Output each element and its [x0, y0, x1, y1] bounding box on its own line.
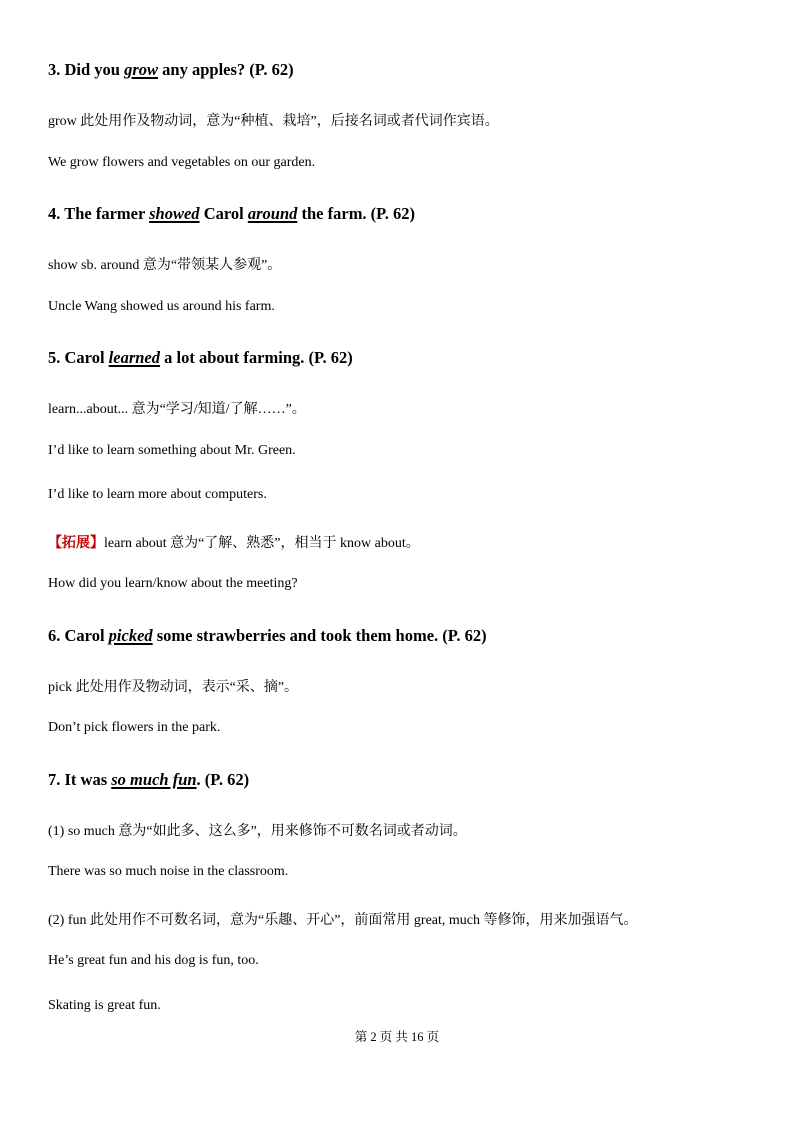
extension-tag: 【拓展】 [48, 536, 104, 551]
example-sentence: I’d like to learn something about Mr. Green. [48, 443, 296, 458]
heading-text: a lot about farming. (P. 62) [160, 348, 353, 367]
section-heading-6 [48, 626, 487, 646]
section-heading-3 [48, 60, 294, 80]
body-line: pick 此处用作及物动词，表示“采、摘”。 [48, 680, 299, 695]
highlight-word: so much fun [111, 770, 197, 789]
highlight-word: showed [149, 204, 200, 223]
page-footer: 第 2 页 共 16 页 [354, 1030, 440, 1044]
body-line: show sb. around 意为“带领某人参观”。 [48, 258, 282, 273]
section-heading-4 [48, 204, 415, 224]
body-line: learn...about... 意为“学习/知道/了解……”。 [48, 402, 306, 417]
section-heading-5 [48, 348, 353, 368]
heading-text: 6. Carol [48, 626, 109, 645]
highlight-word: picked [108, 626, 153, 645]
example-sentence: There was so much noise in the classroom. [48, 864, 289, 879]
example-sentence: Skating is great fun. [48, 998, 161, 1013]
example-sentence: I’d like to learn more about computers. [48, 487, 267, 502]
heading-text: . (P. 62) [196, 770, 250, 789]
heading-text: 3. Did you [48, 60, 125, 79]
heading-text: any apples? (P. 62) [158, 60, 294, 79]
heading-text: 5. Carol [48, 348, 109, 367]
extension-text: learn about 意为“了解、熟悉”，相当于 know about。 [104, 536, 420, 551]
body-line: (1) so much 意为“如此多、这么多”，用来修饰不可数名词或者动词。 [48, 824, 467, 839]
heading-text: 7. It was [48, 770, 112, 789]
example-sentence: Don’t pick flowers in the park. [48, 720, 221, 735]
example-sentence: Uncle Wang showed us around his farm. [48, 299, 275, 314]
example-sentence: How did you learn/know about the meeting? [48, 576, 298, 591]
highlight-word: around [247, 204, 298, 223]
heading-text: some strawberries and took them home. (P. 62) [152, 626, 487, 645]
highlight-word: grow [124, 60, 159, 79]
section-heading-7 [48, 770, 249, 790]
example-sentence: He’s great fun and his dog is fun, too. [48, 953, 259, 968]
heading-text: the farm. (P. 62) [297, 204, 415, 223]
heading-text: Carol [199, 204, 248, 223]
example-sentence: We grow flowers and vegetables on our garden. [48, 155, 316, 170]
heading-text: 4. The farmer [48, 204, 150, 223]
body-line: (2) fun 此处用作不可数名词，意为“乐趣、开心”，前面常用 great, much 等修饰，用来加强语气。 [48, 913, 638, 928]
highlight-word: learned [108, 348, 160, 367]
extension-note [48, 532, 420, 552]
body-line: grow 此处用作及物动词，意为“种植、栽培”，后接名词或者代词作宾语。 [48, 114, 499, 129]
